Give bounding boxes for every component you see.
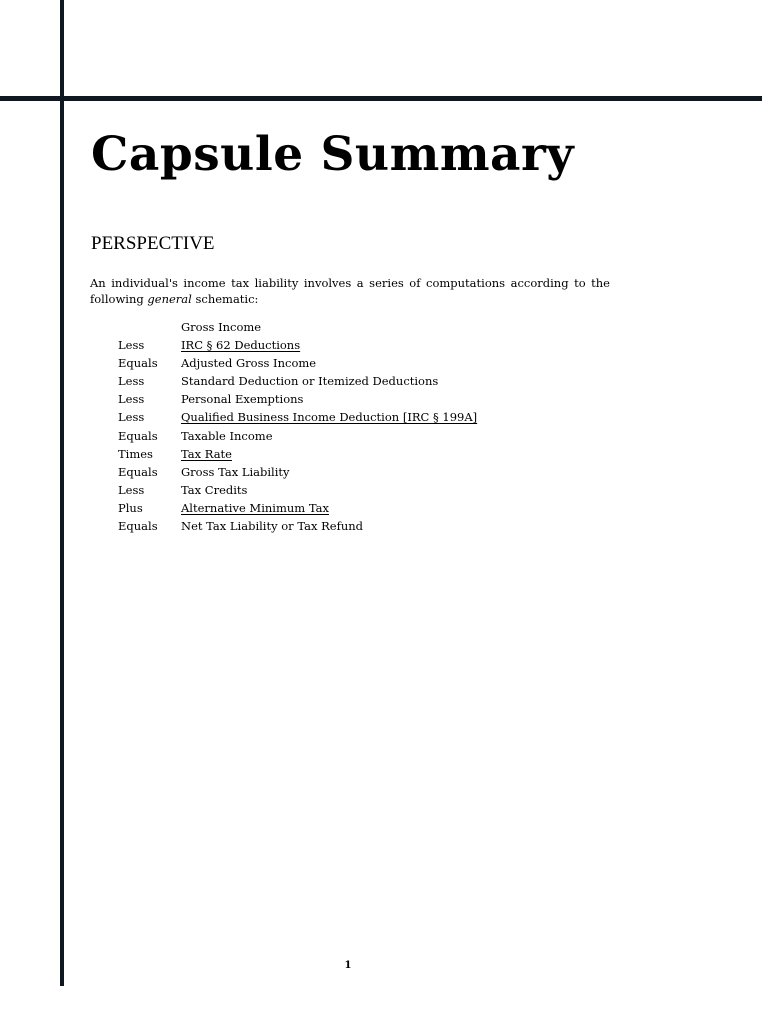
schematic-operator: Equals — [118, 519, 158, 534]
schematic-item: Standard Deduction or Itemized Deductions — [181, 374, 439, 389]
schematic-item: IRC § 62 Deductions — [181, 338, 301, 353]
schematic-operator: Less — [118, 482, 145, 497]
schematic-item: Alternative Minimum Tax — [181, 500, 329, 515]
page-title: Capsule Summary — [91, 127, 575, 182]
schematic-item: Qualified Business Income Deduction [IRC § 199A] — [181, 410, 478, 425]
schematic-operator: Equals — [118, 464, 158, 479]
schematic-item: Gross Tax Liability — [181, 464, 290, 479]
schematic-operator: Less — [118, 374, 145, 389]
intro-line-2 — [90, 291, 610, 307]
schematic-operator: Equals — [118, 356, 158, 371]
schematic-item: Tax Credits — [181, 482, 248, 497]
intro-line-1: An individual's income tax liability involves a series of computations according to the — [90, 276, 610, 290]
intro-line-2-end: schematic: — [191, 292, 259, 306]
schematic-operator: Equals — [118, 428, 158, 443]
schematic-item: Net Tax Liability or Tax Refund — [181, 519, 364, 534]
header-rule-horizontal — [0, 96, 762, 101]
schematic-operator: Plus — [118, 500, 143, 515]
schematic-operator: Times — [118, 446, 153, 461]
schematic-item: Taxable Income — [181, 428, 273, 443]
schematic-item: Gross Income — [181, 320, 262, 334]
schematic-item: Tax Rate — [181, 446, 232, 461]
schematic-item: Adjusted Gross Income — [181, 356, 317, 371]
margin-rule-vertical — [60, 0, 64, 986]
schematic-item: Personal Exemptions — [181, 392, 304, 407]
intro-paragraph — [90, 275, 610, 307]
schematic-operator: Less — [118, 410, 145, 425]
intro-line-2-start: following — [90, 292, 148, 306]
section-heading-perspective: PERSPECTIVE — [91, 233, 215, 254]
schematic-operator: Less — [118, 392, 145, 407]
page-number: 1 — [344, 960, 352, 971]
schematic-operator: Less — [118, 338, 145, 353]
intro-emphasis-general: general — [147, 292, 192, 306]
